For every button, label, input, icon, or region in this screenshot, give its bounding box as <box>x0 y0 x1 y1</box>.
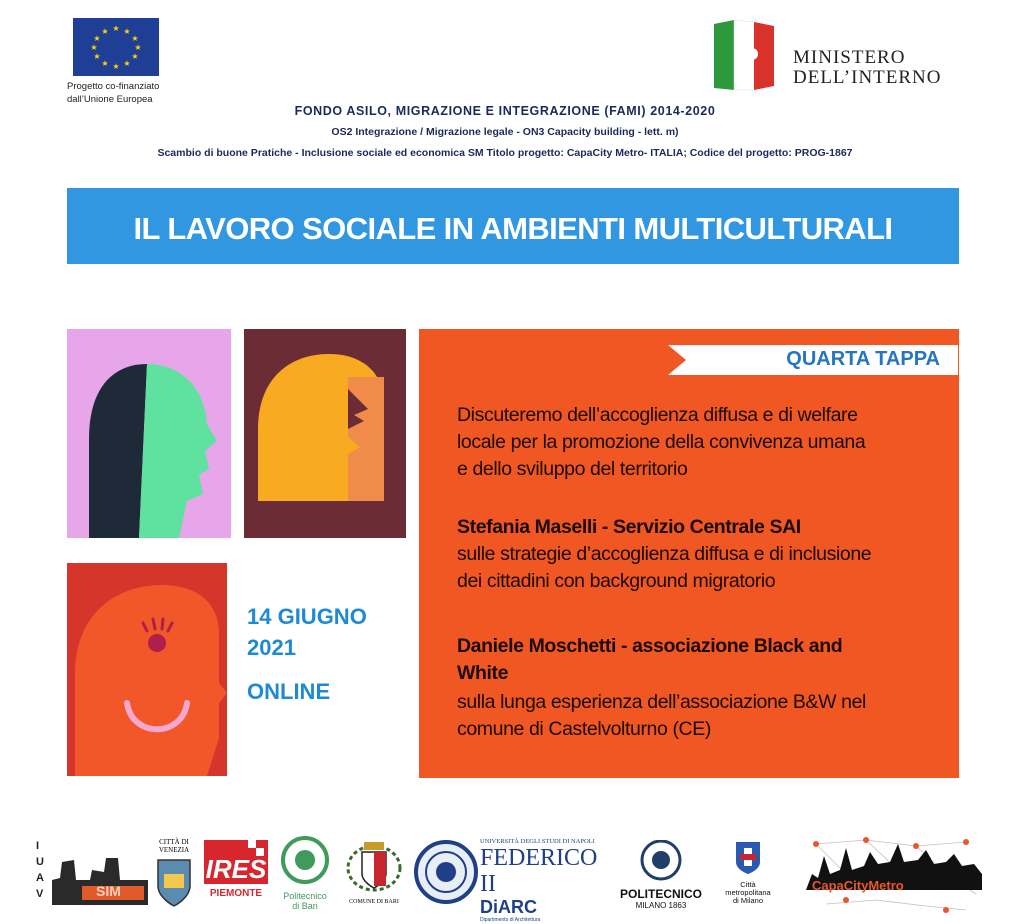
event-intro-text: Discuteremo dell’accoglienza diffusa e di welfare locale per la promozione della convivenza umana e dello sviluppo del territorio <box>457 404 866 480</box>
ires-subtitle: PIEMONTE <box>209 888 263 899</box>
ires-piemonte-logo <box>204 840 268 910</box>
citta-metropolitana-milano-logo <box>718 840 778 912</box>
bari-text: COMUNE DI BARI <box>349 899 399 905</box>
svg-text:★: ★ <box>93 34 101 43</box>
face-mask-illustration <box>244 329 406 538</box>
project-code-line: Scambio di buone Pratiche - Inclusione sociale ed economica SM Titolo progetto: CapaCity Metro- ITALIA; Codice del progetto: PROG-1867 <box>157 147 853 159</box>
federico-text: FEDERICO II <box>480 845 598 897</box>
capacity-text: CapaCityMetro <box>812 878 904 893</box>
ministry-name: MINISTERO DELL’INTERNO <box>793 47 942 88</box>
speaker1-name: Stefania Maselli - Servizio Centrale SAI <box>457 516 801 538</box>
event-date-year: 2021 <box>247 635 296 660</box>
federico-ii-logo <box>480 838 608 923</box>
svg-text:★: ★ <box>112 24 120 33</box>
venezia-text: CITTÀ DI VENEZIA <box>158 838 190 854</box>
svg-text:★: ★ <box>90 43 98 52</box>
event-mode: ONLINE <box>247 679 331 704</box>
svg-text:★: ★ <box>101 27 109 36</box>
poliba-logo <box>276 836 334 911</box>
fund-title: FONDO ASILO, MIGRAZIONE E INTEGRAZIONE (FAMI) 2014-2020 <box>294 104 716 118</box>
sim-logo <box>52 850 148 905</box>
eu-cofinancing-caption: Progetto co-finanziato dall’Unione Europea <box>67 81 160 105</box>
svg-text:★: ★ <box>93 52 101 61</box>
event-date-day: 14 GIUGNO <box>247 604 367 629</box>
unina-seal-logo <box>414 840 478 904</box>
diarc-text: DiARC <box>480 897 537 917</box>
svg-text:★: ★ <box>131 34 139 43</box>
svg-text:★: ★ <box>123 59 131 68</box>
polimi-text: POLITECNICO <box>619 887 702 901</box>
venezia-logo <box>152 838 196 908</box>
sim-text: SIM <box>96 883 121 899</box>
speaker2-description: sulla lunga esperienza dell’associazione B&W nel comune di Castelvolturno (CE) <box>457 691 866 740</box>
capacity-italia-text: ITALIA <box>930 878 971 893</box>
eu-flag-logo <box>73 18 159 76</box>
smiling-face-illustration <box>67 563 227 776</box>
italian-flag-logo <box>712 18 778 97</box>
svg-text:★: ★ <box>112 62 120 71</box>
speaker1-description: sulle strategie d’accoglienza diffusa e di inclusione dei cittadini con background migratorio <box>457 543 872 592</box>
polimi-subtitle: MILANO 1863 <box>635 901 687 910</box>
speaker2-name: Daniele Moschetti - associazione Black and White <box>457 635 843 684</box>
ires-text: IRES <box>205 854 267 884</box>
capacity-metro-italia-logo <box>806 834 982 916</box>
svg-text:★: ★ <box>131 52 139 61</box>
stage-label: QUARTA TAPPA <box>786 348 940 370</box>
svg-text:★: ★ <box>123 27 131 36</box>
iuav-text: I U A V <box>36 840 44 900</box>
objective-line: OS2 Integrazione / Migrazione legale - ON3 Capacity building - lett. m) <box>331 126 679 138</box>
poliba-text: Politecnico di Bari <box>283 891 327 911</box>
polimi-logo <box>614 840 708 912</box>
citta-milano-text: Città metropolitana di Milano <box>725 880 771 905</box>
svg-text:★: ★ <box>101 59 109 68</box>
diarc-subtitle: Dipartimento di Architettura <box>480 917 541 923</box>
comune-bari-logo <box>344 838 404 913</box>
unina-top-text: UNIVERSITÀ DEGLI STUDI DI NAPOLI <box>480 838 595 845</box>
svg-text:★: ★ <box>134 43 142 52</box>
title-banner: IL LAVORO SOCIALE IN AMBIENTI MULTICULTURALI <box>67 188 959 264</box>
iuav-logo <box>36 838 50 902</box>
face-profile-illustration <box>67 329 231 538</box>
